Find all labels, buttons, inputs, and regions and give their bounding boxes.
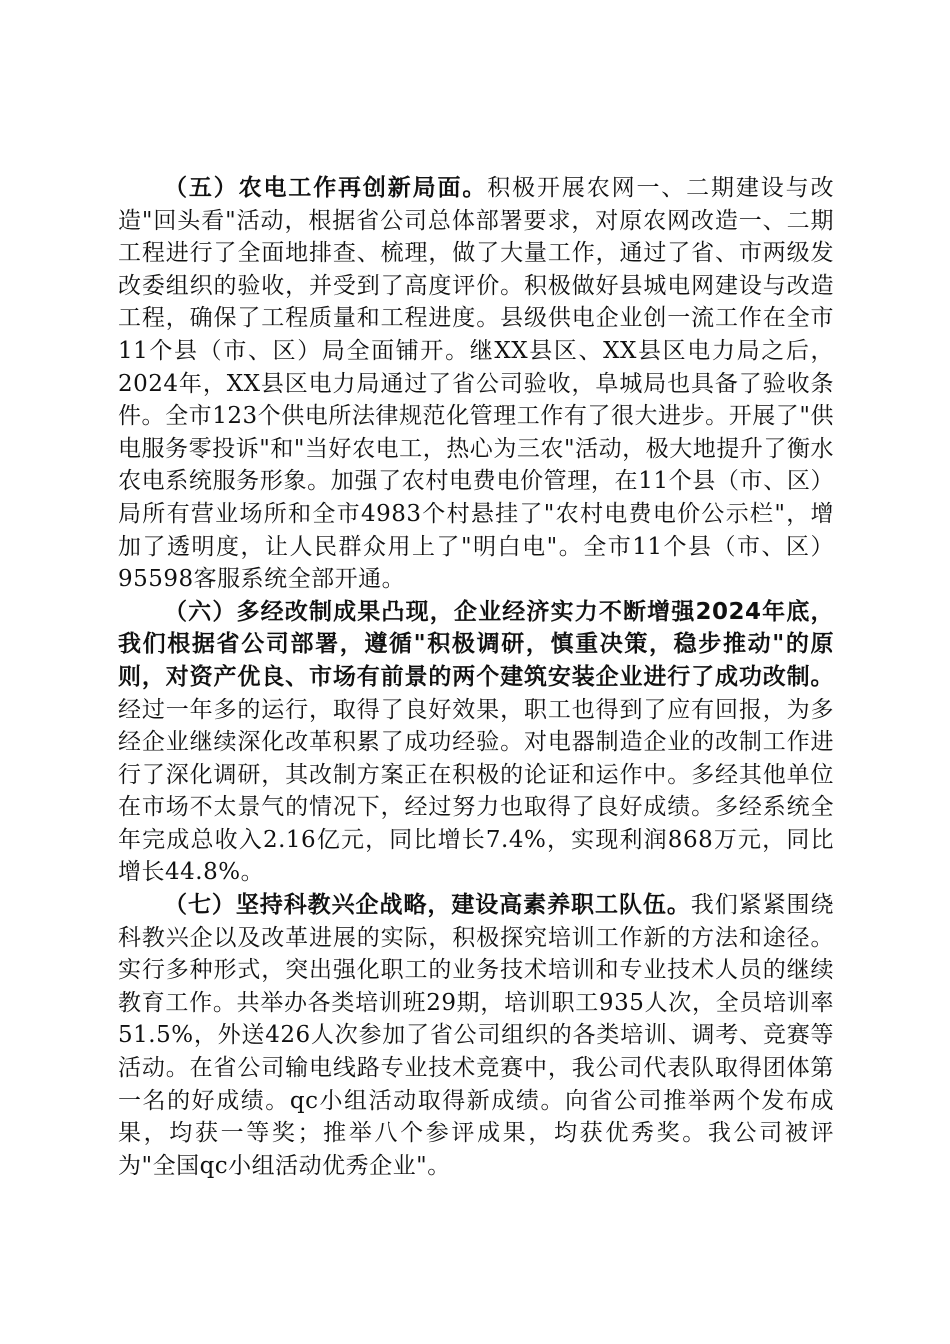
document-page xyxy=(118,172,834,1182)
paragraph-heading: （七）坚持科教兴企战略，建设高素养职工队伍。 xyxy=(164,892,691,919)
paragraph-heading: （五）农电工作再创新局面。 xyxy=(164,175,488,201)
paragraph-rural-power xyxy=(118,172,834,596)
paragraph-staff-training xyxy=(118,889,834,1182)
paragraph-diversified-business xyxy=(118,596,834,889)
paragraph-body: 我们紧紧围绕科教兴企以及改革进展的实际，积极探究培训工作新的方法和途径。实行多种形式，突出强化职工的业务技术培训和专业技术人员的继续教育工作。共举办各类培训班29期，培训职工935人次，全员培训率51.5%，外送426人次参加了省公司组织的各类培训、调考、竞赛等活动。在省公司输电线路专业技术竞赛中，我公司代表队取得团体第一名的好成绩。qc小组活动取得新成绩。向省公司推举两个发布成果，均获一等奖；推举八个参评成果，均获优秀奖。我公司被评为"全国qc小组活动优秀企业"。 xyxy=(118,892,835,1179)
paragraph-heading: （六）多经改制成果凸现，企业经济实力不断增强2024年底，我们根据省公司部署，遵循"积极调研，慎重决策，稳步推动"的原则，对资产优良、市场有前景的两个建筑安装企业进行了成功改制。 xyxy=(118,598,834,690)
paragraph-body: 积极开展农网一、二期建设与改造"回头看"活动，根据省公司总体部署要求，对原农网改造一、二期工程进行了全面地排查、梳理，做了大量工作，通过了省、市两级发改委组织的验收，并受到了高度评价。积极做好县城电网建设与改造工程，确保了工程质量和工程进度。县级供电企业创一流工作在全市11个县（市、区）局全面铺开。继XX县区、XX县区电力局之后，2024年，XX县区电力局通过了省公司验收，阜城局也具备了验收条件。全市123个供电所法律规范化管理工作有了很大进步。开展了"供电服务零投诉"和"当好农电工，热心为三农"活动，极大地提升了衡水农电系统服务形象。加强了农村电费电价管理，在11个县（市、区）局所有营业场所和全市4983个村悬挂了"农村电费电价公示栏"，增加了透明度，让人民群众用上了"明白电"。全市11个县（市、区）95598客服系统全部开通。 xyxy=(118,175,835,593)
paragraph-body: 经过一年多的运行，取得了良好效果，职工也得到了应有回报，为多经企业继续深化改革积累了成功经验。对电器制造企业的改制工作进行了深化调研，其改制方案正在积极的论证和运作中。多经其他单位在市场不太景气的情况下，经过努力也取得了良好成绩。多经系统全年完成总收入2.16亿元，同比增长7.4%，实现利润868万元，同比增长44.8%。 xyxy=(118,696,834,886)
